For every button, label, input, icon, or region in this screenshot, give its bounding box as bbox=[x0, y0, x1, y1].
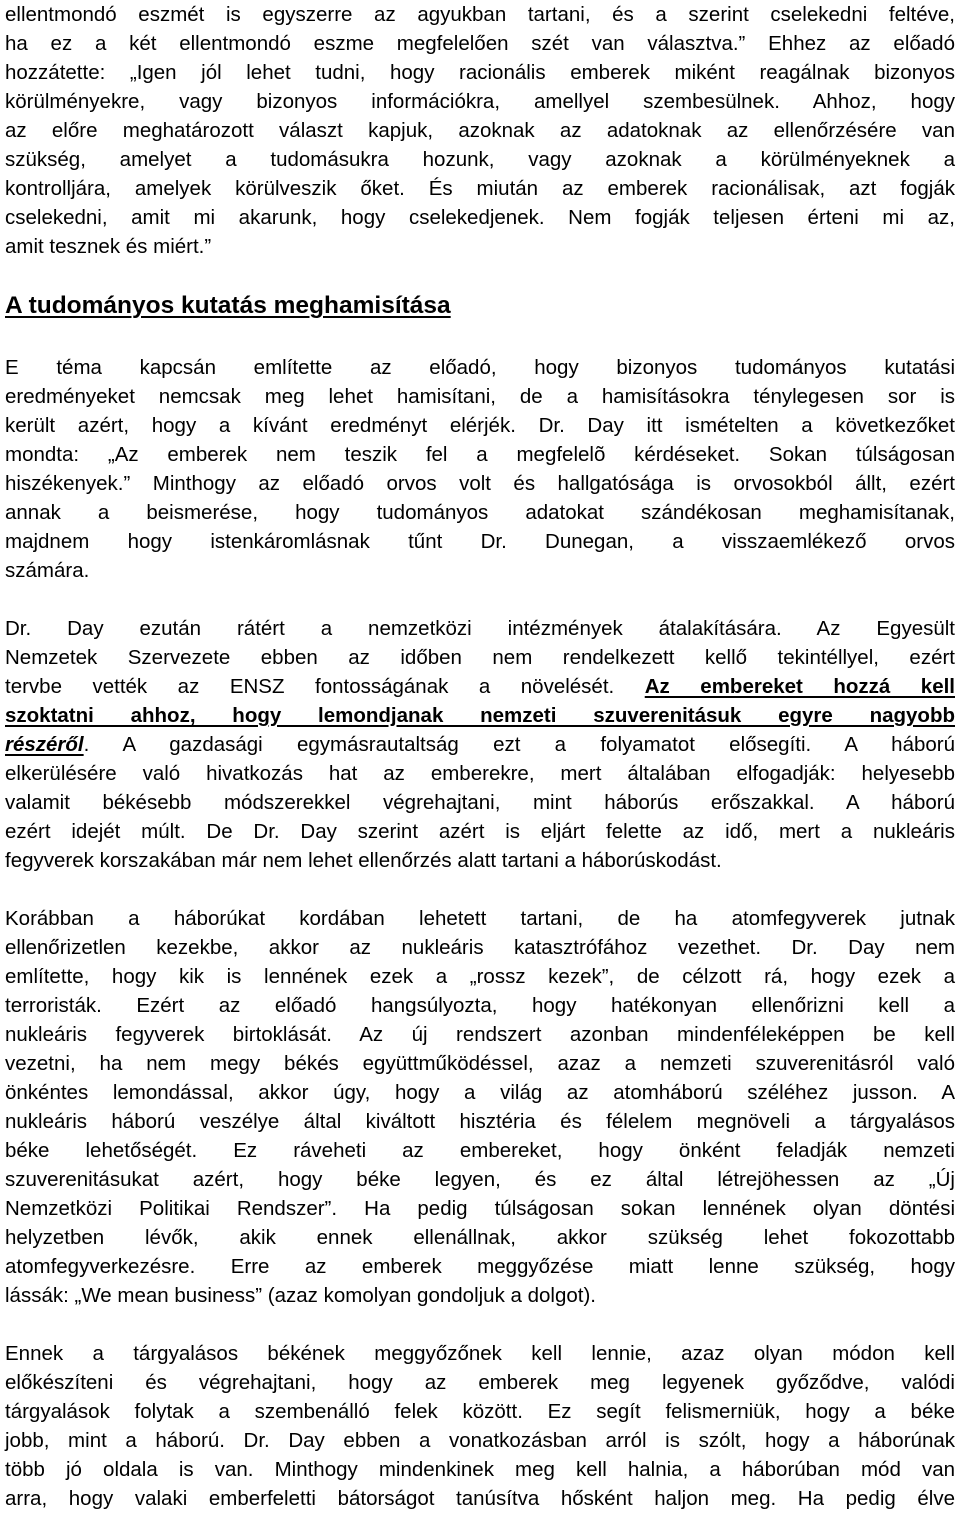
text-line: körülményekre, vagy bizonyos információkra, amellyel szembesülnek. Ahhoz, hogy bbox=[5, 90, 955, 113]
text-line: béke lehetőségét. Ez ráveheti az embereket, hogy önként feladják nemzeti bbox=[5, 1139, 955, 1162]
text-line bbox=[5, 672, 955, 701]
section-heading: A tudományos kutatás meghamisítása bbox=[5, 292, 451, 319]
text-line: ellentmondó eszmét is egyszerre az agyukban tartani, és a szerint cselekedni feltéve, bbox=[5, 3, 955, 26]
text-line: Nemzetközi Politikai Rendszer”. Ha pedig túlságosan sokan lennének olyan döntési bbox=[5, 1197, 955, 1220]
text-line: került azért, hogy a kívánt eredményt elérjék. Dr. Day itt ismételten a következőket bbox=[5, 414, 955, 437]
text-line: nukleáris háború veszélye által kiváltott hisztéria és félelem megnöveli a tárgyalásos bbox=[5, 1110, 955, 1133]
text-line: mondta: „Az emberek nem teszik fel a megfelelõ kérdéseket. Sokan túlságosan bbox=[5, 443, 955, 466]
text-line: terroristák. Ezért az előadó hangsúlyozta, hogy hatékonyan ellenőrizni kell a bbox=[5, 994, 955, 1017]
text-line: nukleáris fegyverek birtoklását. Az új rendszert azonban mindenféleképpen be kell bbox=[5, 1023, 955, 1046]
text-line bbox=[5, 701, 955, 730]
emphasized-text: szoktatni ahhoz, hogy lemondjanak nemzeti szuverenitásuk egyre nagyobb bbox=[5, 704, 955, 727]
text-line: ha ez a két ellentmondó eszme megfelelően szét van választva.” Ehhez az előadó bbox=[5, 32, 955, 55]
text-line: az előre meghatározott választ kapjuk, azoknak az adatoknak az ellenőrzésére van bbox=[5, 119, 955, 142]
text-line: valamit békésebb módszerekkel végrehajtani, mint háborús erőszakkal. A háború bbox=[5, 791, 955, 814]
text-line: több jó oldala is van. Minthogy mindenkinek meg kell halnia, a háborúban mód van bbox=[5, 1458, 955, 1481]
text-line: önkéntes lemondással, akkor úgy, hogy a világ az atomháború széléhez jusson. A bbox=[5, 1081, 955, 1104]
emphasized-text: részéről bbox=[5, 733, 84, 756]
text-line: ezért idejét múlt. De Dr. Day szerint azért is eljárt felette az idő, mert a nukleáris bbox=[5, 820, 955, 843]
text-line: amit tesznek és miért.” bbox=[5, 235, 212, 258]
text-line: Ennek a tárgyalásos békének meggyőzőnek kell lennie, azaz olyan módon kell bbox=[5, 1342, 955, 1365]
text-line: Nemzetek Szervezete ebben az időben nem rendelkezett kellő tekintéllyel, ezért bbox=[5, 646, 955, 669]
text-line: lássák: „We mean business” (azaz komolyan gondoljuk a dolgot). bbox=[5, 1284, 596, 1307]
text-line: kontrolljára, amelyek körülveszik őket. És miután az emberek racionálisak, azt fogják bbox=[5, 177, 955, 200]
text-line: szükség, amelyet a tudomásukra hozunk, vagy azoknak a körülményeknek a bbox=[5, 148, 955, 171]
text-line: eredményeket nemcsak meg lehet hamisítani, de a hamisításokra ténylegesen sor is bbox=[5, 385, 955, 408]
text-line: tárgyalások folytak a szembenálló felek között. Ez segít felismerniük, hogy a béke bbox=[5, 1400, 955, 1423]
text-line: helyzetben lévők, akik ennek ellenállnak, akkor szükség lehet fokozottabb bbox=[5, 1226, 955, 1249]
text-line: cselekedni, amit mi akarunk, hogy cselekedjenek. Nem fogják teljesen érteni mi az, bbox=[5, 206, 955, 229]
text-line: fegyverek korszakában már nem lehet ellenőrzés alatt tartani a háborúskodást. bbox=[5, 849, 722, 872]
text-line: annak a beismerése, hogy tudományos adatokat szándékosan meghamisítanak, bbox=[5, 501, 955, 524]
text-line: előkészíteni és végrehajtani, hogy az emberek meg legyenek győződve, valódi bbox=[5, 1371, 955, 1394]
text-line: majdnem hogy istenkáromlásnak tűnt Dr. Dunegan, a visszaemlékező orvos bbox=[5, 530, 955, 553]
text-line: szuverenitásukat azért, hogy béke legyen, és ez által létrejöhessen az „Új bbox=[5, 1168, 955, 1191]
text-line: vezetni, ha nem megy békés együttműködéssel, azaz a nemzeti szuverenitásról való bbox=[5, 1052, 955, 1075]
text-line: E téma kapcsán említette az előadó, hogy bizonyos tudományos kutatási bbox=[5, 356, 955, 379]
text-run: tervbe vették az ENSZ fontosságának a növelését. bbox=[5, 675, 645, 698]
text-line: Dr. Day ezután rátért a nemzetközi intézmények átalakítására. Az Egyesült bbox=[5, 617, 955, 640]
text-line: elkerülésére való hivatkozás hat az emberekre, mert általában elfogadják: helyesebb bbox=[5, 762, 955, 785]
text-line: arra, hogy valaki emberfeletti bátorságot tanúsítva hősként haljon meg. Ha pedig élve bbox=[5, 1487, 955, 1510]
text-line: ellenőrizetlen kezekbe, akkor az nukleáris katasztrófához vezethet. Dr. Day nem bbox=[5, 936, 955, 959]
text-line bbox=[5, 730, 955, 759]
text-line: számára. bbox=[5, 559, 90, 582]
text-line: hozzátette: „Igen jól lehet tudni, hogy racionális emberek miként reagálnak bizonyos bbox=[5, 61, 955, 84]
text-run: . A gazdasági egymásrautaltság ezt a folyamatot elősegíti. A háború bbox=[83, 733, 955, 756]
text-line: jobb, mint a háború. Dr. Day ebben a vonatkozásban arról is szólt, hogy a háborúnak bbox=[5, 1429, 955, 1452]
text-line: Korábban a háborúkat kordában lehetett tartani, de ha atomfegyverek jutnak bbox=[5, 907, 955, 930]
text-line: hiszékenyek.” Minthogy az előadó orvos volt és hallgatósága is orvosokból állt, ezért bbox=[5, 472, 955, 495]
text-line: atomfegyverkezésre. Erre az emberek meggyőzése miatt lenne szükség, hogy bbox=[5, 1255, 955, 1278]
emphasized-text: Az embereket hozzá kell bbox=[644, 675, 955, 698]
text-line: említette, hogy kik is lennének ezek a „rossz kezek”, de célzott rá, hogy ezek a bbox=[5, 965, 955, 988]
